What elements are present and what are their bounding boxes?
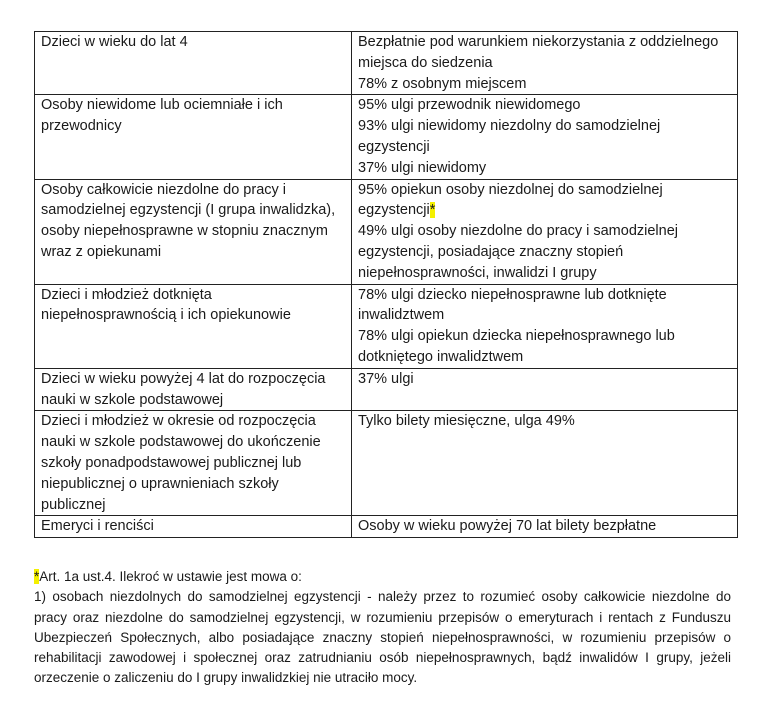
table-row [35, 32, 738, 95]
footnote-body: 1) osobach niezdolnych do samodzielnej egzystencji - należy przez to rozumieć osoby całkowicie niezdolne do pracy oraz niezdolne do samodzielnej egzystencji, w rozumieniu przepisów o emeryturach i rentach z Funduszu Ubezpieczeń Społecznych, albo posiadające znaczny stopień niepełnosprawności, w rozumieniu przepisów o rehabilitacji zawodowej i społecznej oraz zatrudnianiu osób niepełnosprawnych, bądź inwalidów I grupy, jeżeli orzeczenie o zaliczeniu do I grupy inwalidzkiej nie utraciło mocy. [34, 589, 731, 686]
discount-line: 78% z osobnym miejscem [358, 75, 527, 92]
group-text: Emeryci i renciści [41, 518, 154, 535]
discount-line: 95% ulgi przewodnik niewidomego [358, 97, 581, 114]
discount-line-text: 95% opiekun osoby niezdolnej do samodzielnej egzystencji [358, 181, 663, 219]
footnote [34, 567, 731, 689]
footnote-heading: Art. 1a ust.4. Ilekroć w ustawie jest mowa o: [39, 569, 302, 584]
table-row [35, 95, 738, 179]
discount-cell [352, 368, 738, 411]
group-cell [35, 411, 352, 516]
discount-cell [352, 95, 738, 179]
discount-line [358, 180, 731, 222]
table-row [35, 368, 738, 411]
discount-line: 37% ulgi niewidomy [358, 159, 487, 176]
footnote-mark: * [34, 569, 40, 584]
discount-cell [352, 411, 738, 516]
table-row [35, 516, 738, 538]
group-text: Dzieci i młodzież dotknięta niepełnosprawnością i ich opiekunowie [41, 286, 291, 324]
discount-line: 78% ulgi opiekun dziecka niepełnosprawnego lub dotkniętego inwalidztwem [358, 328, 675, 365]
group-text: Dzieci w wieku powyżej 4 lat do rozpoczęcia nauki w szkole podstawowej [41, 370, 326, 408]
discount-line: Osoby w wieku powyżej 70 lat bilety bezpłatne [358, 518, 657, 535]
group-cell [35, 516, 352, 538]
group-text: Osoby niewidome lub ociemniałe i ich przewodnicy [41, 97, 283, 135]
group-text: Osoby całkowicie niezdolne do pracy i samodzielnej egzystencji (I grupa inwalidzka), osoby niepełnosprawne w stopniu znacznym wraz z opiekunami [41, 181, 336, 260]
discount-line: Bezpłatnie pod warunkiem niekorzystania z oddzielnego miejsca do siedzenia [358, 34, 719, 71]
discount-cell [352, 284, 738, 368]
discount-line: 37% ulgi [358, 370, 414, 387]
group-text: Dzieci w wieku do lat 4 [41, 34, 188, 50]
table-row [35, 179, 738, 284]
discount-cell [352, 179, 738, 284]
discount-line: Tylko bilety miesięczne, ulga 49% [358, 413, 575, 430]
group-cell [35, 368, 352, 411]
footnote-reference: * [429, 202, 436, 219]
discount-cell [352, 32, 738, 95]
footnote-heading-line [34, 567, 731, 587]
group-cell [35, 95, 352, 179]
discount-cell [352, 516, 738, 538]
discount-line: 78% ulgi dziecko niepełnosprawne lub dotknięte inwalidztwem [358, 286, 667, 324]
discount-line: 49% ulgi osoby niezdolne do pracy i samodzielnej egzystencji, posiadające znaczny stopień niepełnosprawności, inwalidzi I grupy [358, 223, 678, 281]
group-cell [35, 179, 352, 284]
discount-line: 93% ulgi niewidomy niezdolny do samodzielnej egzystencji [358, 118, 661, 155]
table-row [35, 284, 738, 368]
table-row [35, 411, 738, 516]
group-cell [35, 284, 352, 368]
group-text: Dzieci i młodzież w okresie od rozpoczęcia nauki w szkole podstawowej do ukończenie szkoły ponadpodstawowej publicznej lub niepublicznej o uprawnieniach szkoły publicznej [41, 413, 321, 513]
discount-table [34, 31, 738, 538]
group-cell [35, 32, 352, 95]
